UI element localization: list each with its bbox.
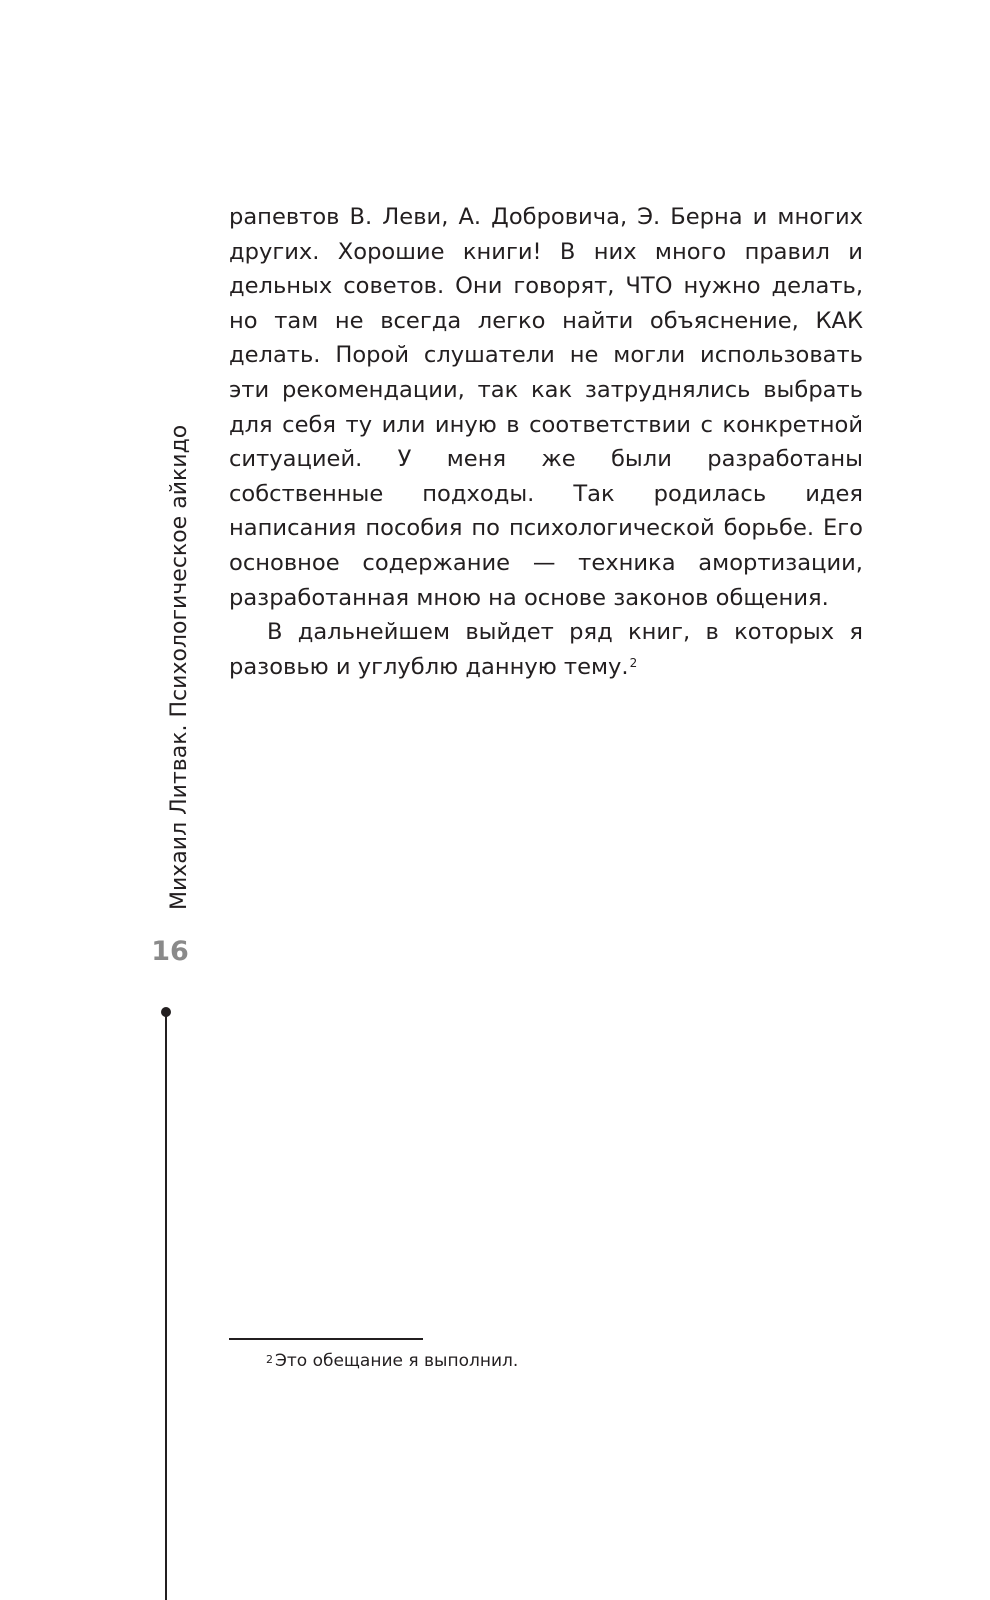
page-number: 16 — [151, 936, 189, 967]
body-text — [229, 200, 863, 684]
footnote — [266, 1350, 518, 1372]
footnote-text: Это обещание я выполнил. — [275, 1351, 519, 1371]
paragraph-2-text: В дальнейшем выйдет ряд книг, в которых я разовью и углублю данную тему. — [229, 619, 863, 680]
footnote-reference: 2 — [629, 655, 638, 670]
footnote-separator — [229, 1338, 423, 1340]
paragraph-1: рапевтов В. Леви, А. Добровича, Э. Берна и многих других. Хорошие книги! В них много правил и дельных советов. Они говорят, ЧТО нужно делать, но там не всегда легко найти объяснение, КАК делать. Порой слушатели не могли использовать эти рекомендации, так как затруднялись выбрать для себя ту или иную в соответствии с конкретной ситуацией. У меня же были разработаны собственные подходы. Так родилась идея написания пособия по психологической борьбе. Его основное содержание — техника амортизации, разработанная мною на основе законов общения. — [229, 204, 863, 611]
paragraph-2 — [229, 615, 863, 684]
margin-rule-line — [165, 1012, 167, 1600]
footnote-mark: 2 — [266, 1353, 273, 1366]
running-head-title: Михаил Литвак. Психологическое айкидо — [167, 424, 192, 910]
